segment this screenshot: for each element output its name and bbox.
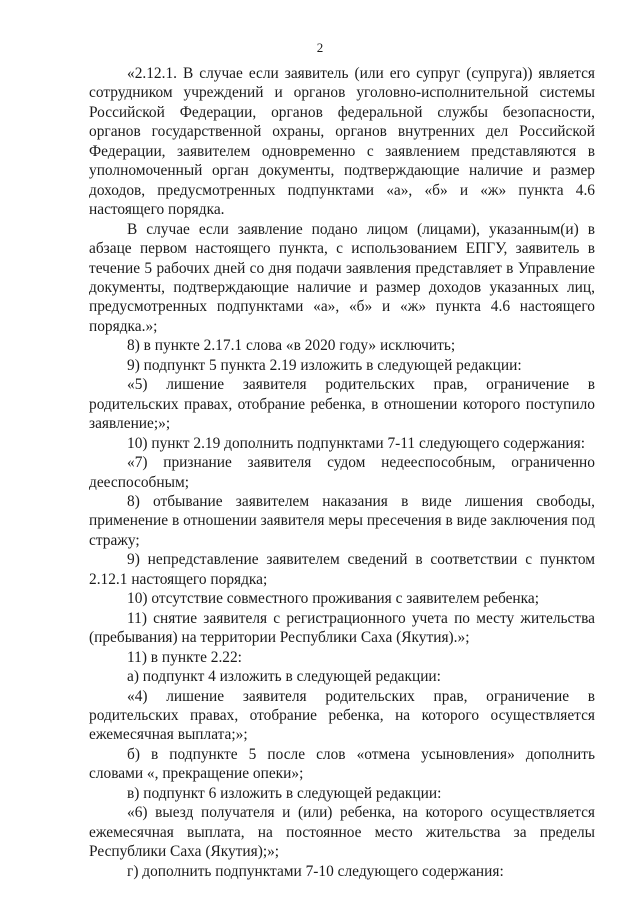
paragraph-quote-7: «7) признание заявителя судом недееспособным, ограниченно дееспособным;: [89, 454, 595, 491]
paragraph-item-8: 8) в пункте 2.17.1 слова «в 2020 году» исключить;: [127, 337, 456, 355]
paragraph-sub-10: 10) отсутствие совместного проживания с заявителем ребенка;: [127, 590, 539, 608]
paragraph-sub-a: а) подпункт 4 изложить в следующей редакции:: [127, 668, 441, 686]
paragraph-quote-6: «6) выезд получателя и (или) ребенка, на которого осуществляется ежемесячная выплата, на постоянное место жительства за пределы Республики Саха (Якутия);»;: [89, 804, 595, 861]
paragraph-sub-9: 9) непредставление заявителем сведений в соответствии с пунктом 2.12.1 настоящего порядка;: [89, 551, 595, 588]
paragraph-sub-11: 11) снятие заявителя с регистрационного учета по месту жительства (пребывания) на территории Республики Саха (Якутия).»;: [89, 609, 595, 647]
paragraph-quote-4: «4) лишение заявителя родительских прав, ограничение в родительских правах, отобрание ребенка, на которого осуществляется ежемесячная выплата;»;: [89, 687, 595, 744]
paragraph-item-9: 9) подпункт 5 пункта 2.19 изложить в следующей редакции:: [127, 356, 522, 374]
page-number: 2: [316, 40, 324, 55]
paragraph-item-10: 10) пункт 2.19 дополнить подпунктами 7-11 следующего содержания:: [127, 434, 586, 452]
paragraph-sub-v: в) подпункт 6 изложить в следующей редакции:: [127, 784, 442, 802]
paragraph-sub-8: 8) отбывание заявителем наказания в виде лишения свободы, применение в отношении заявителя меры пресечения в виде заключения под стражу;: [89, 492, 595, 549]
paragraph-sub-b: б) в подпункте 5 после слов «отмена усыновления» дополнить словами «, прекращение опеки»;: [89, 745, 595, 783]
paragraph-epgu: В случае если заявление подано лицом (лицами), указанным(и) в абзаце первом настоящего пункта, с использованием ЕПГУ, заявитель в течение 5 рабочих дней со дня подачи заявления представляет в Управление документы, подтверждающие наличие и размер доходов указанных лиц, предусмотренных подпунктами «а», «б» и «ж» пункта 4.6 настоящего порядка.»;: [89, 220, 595, 335]
paragraph-sub-g: г) дополнить подпунктами 7-10 следующего содержания:: [127, 862, 504, 880]
document-body: [89, 64, 595, 881]
paragraph-quote-5: «5) лишение заявителя родительских прав, ограничение в родительских правах, отобрание ребенка, в отношении которого поступило заявление;»;: [89, 376, 595, 433]
paragraph-item-11: 11) в пункте 2.22:: [127, 648, 242, 666]
paragraph-2-12-1: «2.12.1. В случае если заявитель (или его супруг (супруга)) является сотрудником учреждений и органов уголовно-исполнительной системы Российской Федерации, органов федеральной службы безопасности, органов государственной охраны, органов внутренних дел Российской Федерации, заявителем одновременно с заявлением представляются в уполномоченный орган документы, подтверждающие наличие и размер доходов, предусмотренных подпунктами «а», «б» и «ж» пункта 4.6 настоящего порядка.: [89, 65, 595, 219]
